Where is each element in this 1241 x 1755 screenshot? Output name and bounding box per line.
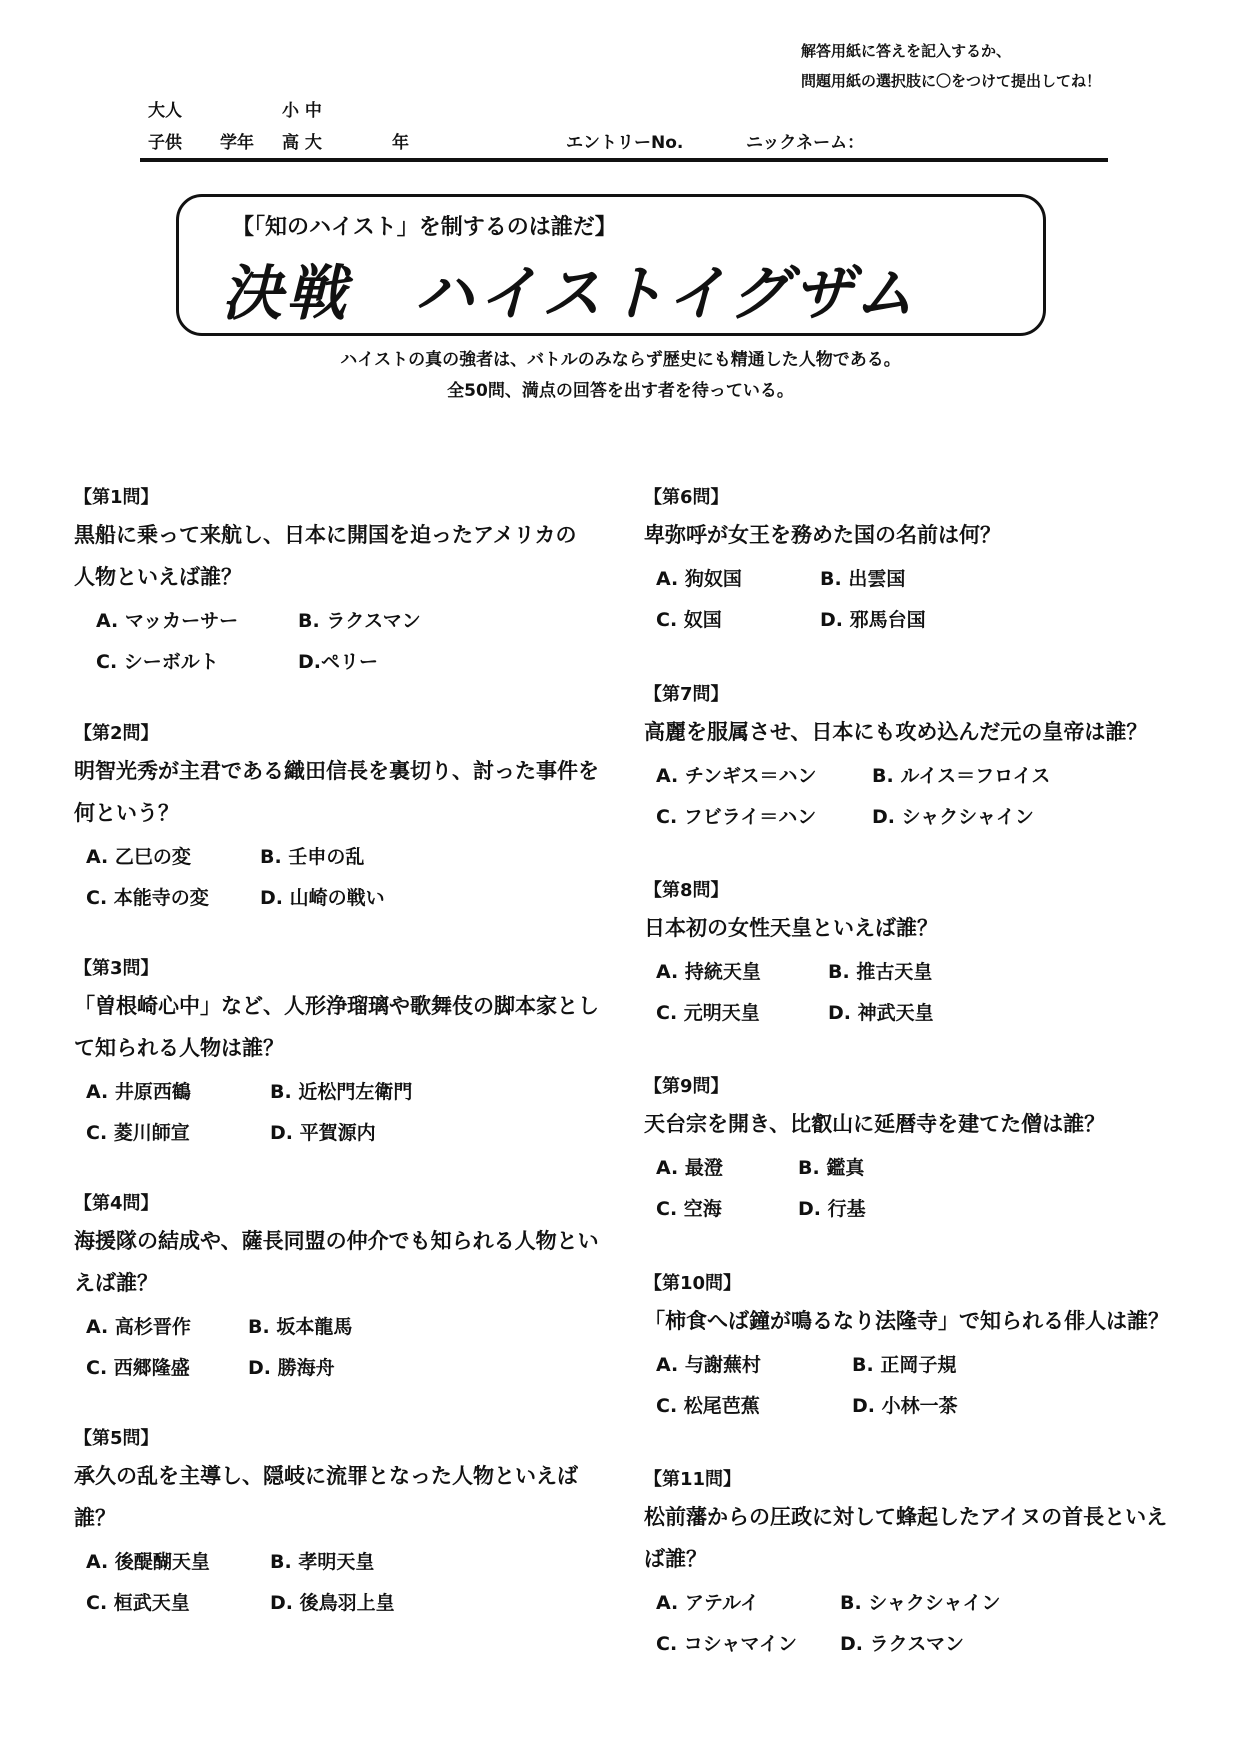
- options: [644, 1342, 1164, 1424]
- question-8: [644, 877, 1164, 1031]
- options: [74, 598, 594, 680]
- option-a[interactable]: A. チンギス＝ハン: [656, 765, 817, 787]
- option-a[interactable]: A. 狗奴国: [656, 568, 742, 590]
- question-number: 【第11問】: [644, 1469, 742, 1490]
- question-text: 天台宗を開き、比叡山に延暦寺を建てた僧は誰？: [644, 1112, 1106, 1136]
- option-d[interactable]: D. 神武天皇: [828, 1002, 934, 1024]
- high-univ-label[interactable]: 高 大: [282, 133, 322, 153]
- option-d[interactable]: D. 邪馬台国: [820, 609, 926, 631]
- option-b[interactable]: B. 推古天皇: [828, 961, 933, 983]
- option-b[interactable]: B. ルイス＝フロイス: [872, 765, 1051, 787]
- question-5: [74, 1425, 594, 1621]
- option-c[interactable]: C. コシャマイン: [656, 1633, 798, 1655]
- option-b[interactable]: B. 孝明天皇: [270, 1551, 375, 1573]
- child-label[interactable]: 子供: [148, 133, 182, 153]
- option-c[interactable]: C. 奴国: [656, 609, 722, 631]
- note-line-1: 解答用紙に答えを記入するか、: [801, 42, 1012, 60]
- option-c[interactable]: C. 空海: [656, 1198, 722, 1220]
- option-b[interactable]: B. 壬申の乱: [260, 846, 365, 868]
- options: [74, 1304, 594, 1386]
- option-b[interactable]: B. 坂本龍馬: [248, 1316, 353, 1338]
- options: [644, 753, 1164, 835]
- option-b[interactable]: B. 出雲国: [820, 568, 906, 590]
- question-1: [74, 484, 594, 680]
- question-number: 【第6問】: [644, 487, 729, 508]
- option-c[interactable]: C. 西郷隆盛: [86, 1357, 190, 1379]
- option-d[interactable]: D. シャクシャイン: [872, 806, 1034, 828]
- question-text: 明智光秀が主君である織田信長を裏切り、討った事件を何という？: [74, 759, 599, 825]
- options: [644, 949, 1164, 1031]
- question-number: 【第7問】: [644, 684, 729, 705]
- question-text: 承久の乱を主導し、隠岐に流罪となった人物といえば誰？: [74, 1464, 578, 1530]
- question-10: [644, 1270, 1169, 1424]
- option-d[interactable]: D.ペリー: [298, 651, 378, 673]
- options: [644, 1580, 1164, 1662]
- option-d[interactable]: D. 後鳥羽上皇: [270, 1592, 395, 1614]
- option-c[interactable]: C. 桓武天皇: [86, 1592, 190, 1614]
- question-number: 【第3問】: [74, 958, 159, 979]
- adult-label[interactable]: 大人: [148, 101, 182, 121]
- title-subtitle: 【「知のハイスト」を制するのは誰だ】: [232, 215, 617, 240]
- options: [644, 556, 1164, 638]
- question-3: [74, 955, 599, 1151]
- option-a[interactable]: A. アテルイ: [656, 1592, 759, 1614]
- question-11: [644, 1466, 1168, 1662]
- question-6: [644, 484, 1164, 638]
- elem-mid-label[interactable]: 小 中: [282, 101, 322, 121]
- option-d[interactable]: D. 勝海舟: [248, 1357, 335, 1379]
- question-text: 「曽根崎心中」など、人形浄瑠璃や歌舞伎の脚本家として知られる人物は誰？: [74, 994, 599, 1060]
- option-c[interactable]: C. 菱川師宣: [86, 1122, 190, 1144]
- option-d[interactable]: D. ラクスマン: [840, 1633, 965, 1655]
- question-number: 【第8問】: [644, 880, 729, 901]
- option-b[interactable]: B. ラクスマン: [298, 610, 421, 632]
- option-a[interactable]: A. 持統天皇: [656, 961, 761, 983]
- question-text: 日本初の女性天皇といえば誰？: [644, 916, 938, 940]
- grade-label: 学年: [220, 133, 254, 153]
- option-a[interactable]: A. マッカーサー: [96, 610, 239, 632]
- question-4: [74, 1190, 599, 1386]
- option-a[interactable]: A. 与謝蕪村: [656, 1354, 761, 1376]
- note-line-2: 問題用紙の選択肢に〇をつけて提出してね！: [801, 72, 1102, 90]
- option-c[interactable]: C. シーボルト: [96, 651, 219, 673]
- option-d[interactable]: D. 平賀源内: [270, 1122, 376, 1144]
- option-a[interactable]: A. 井原西鶴: [86, 1081, 191, 1103]
- question-number: 【第4問】: [74, 1193, 159, 1214]
- question-text: 海援隊の結成や、薩長同盟の仲介でも知られる人物といえば誰？: [74, 1229, 599, 1295]
- option-a[interactable]: A. 乙巳の変: [86, 846, 191, 868]
- question-text: 松前藩からの圧政に対して蜂起したアイヌの首長といえば誰？: [644, 1505, 1168, 1571]
- option-b[interactable]: B. 近松門左衛門: [270, 1081, 413, 1103]
- option-c[interactable]: C. フビライ＝ハン: [656, 806, 817, 828]
- option-c[interactable]: C. 松尾芭蕉: [656, 1395, 760, 1417]
- question-text: 卑弥呼が女王を務めた国の名前は何？: [644, 523, 1001, 547]
- question-text: 「柿食へば鐘が鳴るなり法隆寺」で知られる俳人は誰？: [644, 1309, 1169, 1333]
- question-7: [644, 681, 1164, 835]
- option-a[interactable]: A. 最澄: [656, 1157, 723, 1179]
- option-b[interactable]: B. シャクシャイン: [840, 1592, 1001, 1614]
- question-number: 【第10問】: [644, 1273, 742, 1294]
- submission-note: [801, 36, 1131, 96]
- question-number: 【第2問】: [74, 723, 159, 744]
- question-number: 【第9問】: [644, 1076, 729, 1097]
- nickname-label: ニックネーム：: [746, 133, 865, 153]
- question-number: 【第5問】: [74, 1428, 159, 1449]
- option-d[interactable]: D. 行基: [798, 1198, 866, 1220]
- options: [74, 1539, 594, 1621]
- option-b[interactable]: B. 正岡子規: [852, 1354, 957, 1376]
- entry-no-label: エントリーNo.: [566, 133, 684, 153]
- options: [644, 1145, 1164, 1227]
- option-d[interactable]: D. 小林一茶: [852, 1395, 958, 1417]
- option-a[interactable]: A. 後醍醐天皇: [86, 1551, 210, 1573]
- option-b[interactable]: B. 鑑真: [798, 1157, 865, 1179]
- option-d[interactable]: D. 山崎の戦い: [260, 887, 385, 909]
- intro-line-2: 全50問、満点の回答を出す者を待っている。: [447, 381, 794, 401]
- question-number: 【第1問】: [74, 487, 159, 508]
- options: [74, 834, 594, 916]
- question-text: 高麗を服属させ、日本にも攻め込んだ元の皇帝は誰？: [644, 720, 1148, 744]
- option-c[interactable]: C. 本能寺の変: [86, 887, 209, 909]
- question-text: 黒船に乗って来航し、日本に開国を迫ったアメリカの人物といえば誰？: [74, 523, 577, 589]
- header-divider: [140, 158, 1108, 162]
- question-9: [644, 1073, 1164, 1227]
- option-a[interactable]: A. 高杉晋作: [86, 1316, 191, 1338]
- intro-line-1: ハイストの真の強者は、バトルのみならず歴史にも精通した人物である。: [340, 350, 901, 370]
- question-2: [74, 720, 599, 916]
- option-c[interactable]: C. 元明天皇: [656, 1002, 760, 1024]
- options: [74, 1069, 594, 1151]
- year-label: 年: [392, 133, 409, 153]
- title-main: 決戦 ハイストイグザム: [222, 259, 919, 329]
